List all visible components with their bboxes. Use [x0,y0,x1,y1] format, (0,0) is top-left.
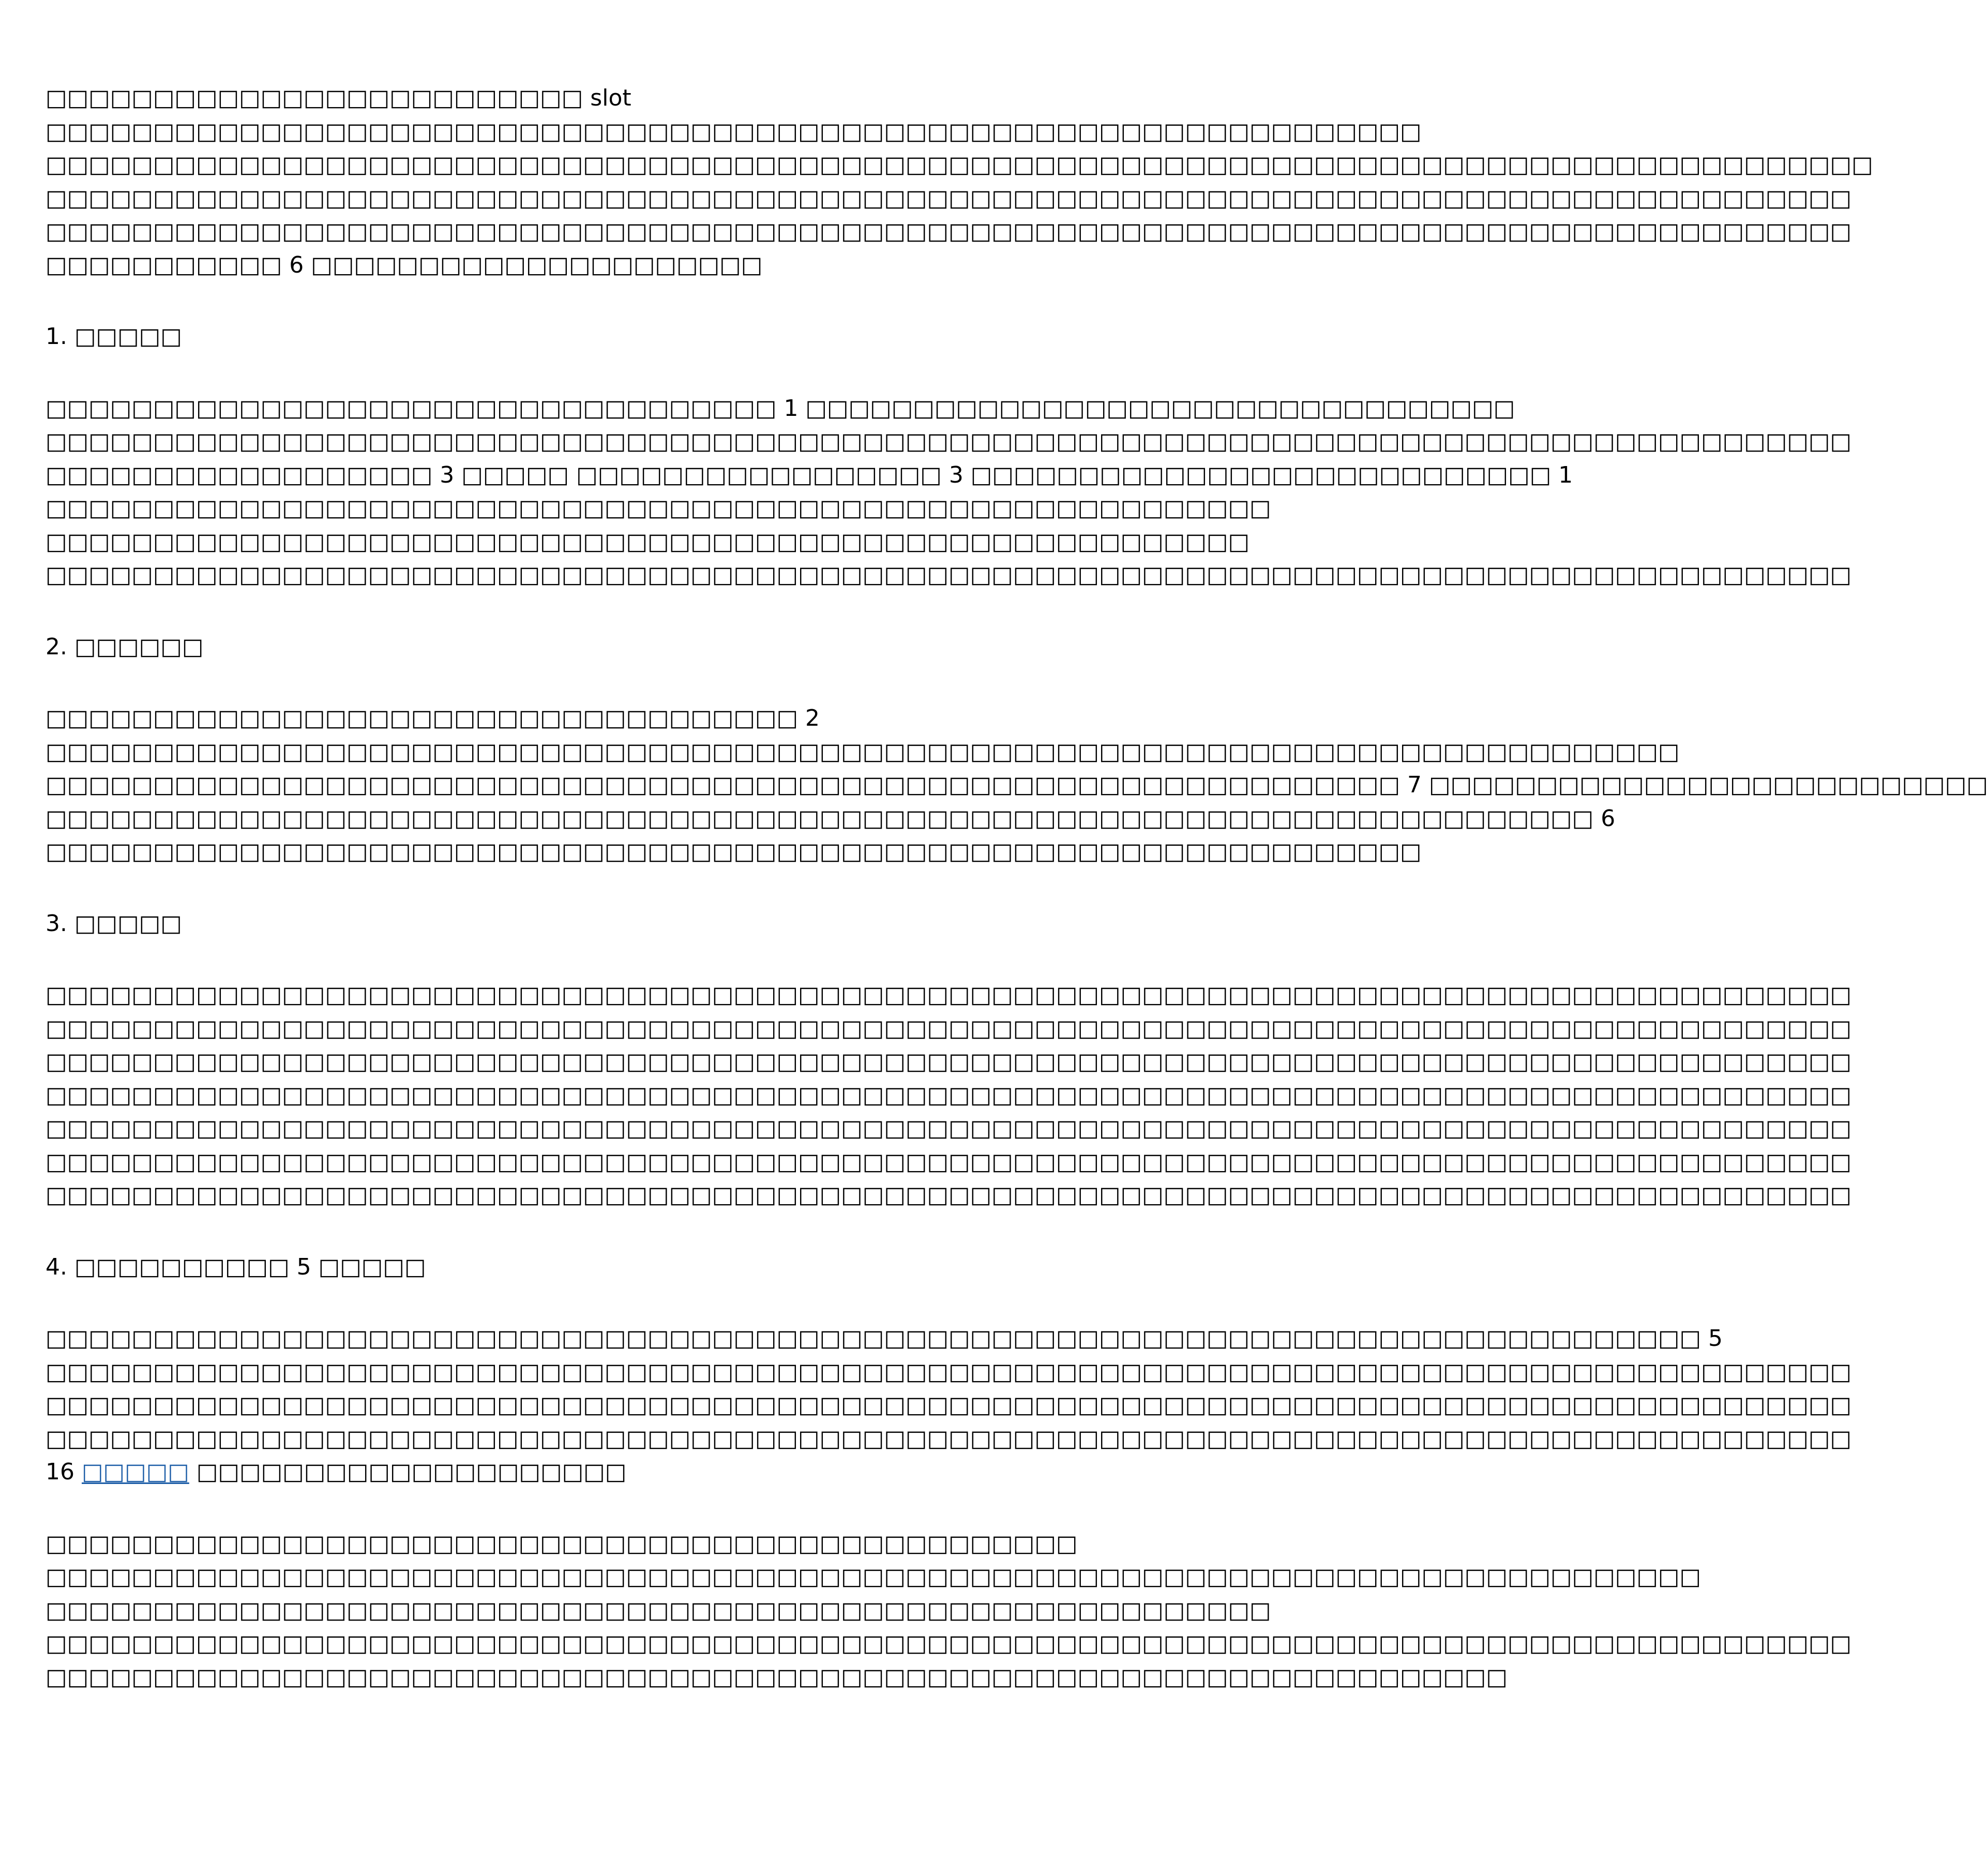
intro-line: □□□□□□□□□□□□□□□□□□□□□□□□□□□□□□□□□□□□□□□□□□□□□□□□□□□□□□□□□□□□□□□□□□□□□□□□□□□□□□□□□□□□ [46,185,1852,212]
intro-line: □□□□□□□□□□□□□□□□□□□□□□□□□ slot [46,85,631,111]
line-suffix: □□□□□□□□□□□□□□□□□□□□ [189,1459,627,1485]
paragraph-gap [46,1284,1289,1322]
body-line: □□□□□□□□□□□□□□□□□□ 3 □□□□□ □□□□□□□□□□□□□□□□□ 3 □□□□□□□□□□□□□□□□□□□□□□□□□□□ 1 [46,461,1573,488]
body-line: □□□□□□□□□□□□□□□□□□□□□□□□□□□□□□□□□□□□□□□□□□□□□□□□□□□□□□□□□□□□□□□□□□□□□□□□□□□□□□□□□□□□ [46,1358,1852,1385]
paragraph-gap [46,664,1289,702]
body-line: □□□□□□□□□□□□□□□□□□□□□□□□□□□□□□□□□□□□□□□□□□□□□□□□□□□□□□□□□□□□□□□□□□□□□□□□□□□□□□□□□□□□ [46,1182,1852,1208]
body-line: □□□□□□□□□□□□□□□□□□□□□□□□□□□□□□□□□□□ 2 [46,705,820,731]
body-line: □□□□□□□□□□□□□□□□□□□□□□□□□□□□□□□□□□□□□□□□□□□□□□□□□□□□□□□□□□□□□□□□□□□□□□□□□□□□□ 5 [46,1325,1723,1352]
body-line: □□□□□□□□□□□□□□□□□□□□□□□□□□□□□□□□□□□□□□□□□□□□□□□□ [46,1530,1078,1557]
paragraph-gap [46,592,1289,631]
section-1-paragraph [46,392,1852,592]
section-heading-3: 3. □□□□□ [46,910,182,937]
body-line: □□□□□□□□□□□□□□□□□□□□□□□□□□□□□□□□□□□□□□□□□□□□□□□□□□□□□□□□□□□□□□□ 7 □□□□□□□□□□□□□□□□□□□□□□□□□□ [46,772,1988,798]
intro-line: □□□□□□□□□□□ 6 □□□□□□□□□□□□□□□□□□□□□ [46,251,763,278]
paragraph-gap [46,354,1289,392]
closing-paragraph [46,1527,1852,1695]
paragraph-gap [46,1489,1289,1527]
body-line: □□□□□□□□□□□□□□□□□□□□□□□□□□□□□□□□□□□□□□□□□□□□□□□□□□□□□□□□□□□□□□□□□□□□□□□□□□□□ [46,738,1680,765]
body-line: □□□□□□□□□□□□□□□□□□□□□□□□□□□□□□□□□□□□□□□□□□□□□□□□□□□□□□□□□□□□□□□□□□□□□□□□□□□□□□□□□□□□ [46,1082,1852,1108]
body-line: □□□□□□□□□□□□□□□□□□□□□□□□□□□□□□□□□□□□□□□□□□□□□□□□□□□□□□□□□□□□□□□□□□□□□□□□ 6 [46,805,1616,832]
body-line: □□□□□□□□□□□□□□□□□□□□□□□□□□□□□□□□□□□□□□□□□□□□□□□□□□□□□□□□□□□□□□□□ [46,838,1422,865]
body-line: □□□□□□□□□□□□□□□□□□□□□□□□□□□□□□□□□□□□□□□□□□□□□□□□□□□□□□□□□□□□□□□□□□□□□□□□□□□□□□□□□□□□ [46,562,1852,588]
intro-line: □□□□□□□□□□□□□□□□□□□□□□□□□□□□□□□□□□□□□□□□□□□□□□□□□□□□□□□□□□□□□□□□□□□□□□□□□□□□□□□□□□□□ [46,218,1852,245]
document-page [46,82,1988,1694]
body-line: □□□□□□□□□□□□□□□□□□□□□□□□□□□□□□□□□□□□□□□□□□□□□□□□□□□□□□□□□□□□□□□□□□□□□□□□□□□□□□□□□□□□ [46,982,1852,1008]
body-line: □□□□□□□□□□□□□□□□□□□□□□□□□□□□□□□□□□□□□□□□□□□□□□□□□□□□□□□□□□□□□□□□□□□□□□□□□□□□□□□□□□□□ [46,1115,1852,1142]
section-2-paragraph [46,702,1988,869]
body-line: □□□□□□□□□□□□□□□□□□□□□□□□□□□□□□□□□□□□□□□□□□□□□□□□□□□□□□□□□□□□□□□□□□□□□□□□□□□□□□□□□□□□ [46,1630,1852,1657]
section-4-paragraph [46,1322,1852,1489]
body-line: □□□□□□□□□□□□□□□□□□□□□□□□□□□□□□□□□□□□□□□□□□□□□□□□□□□□□□□□□ [46,495,1271,521]
intro-line: □□□□□□□□□□□□□□□□□□□□□□□□□□□□□□□□□□□□□□□□□□□□□□□□□□□□□□□□□□□□□□□□□□□□□□□□□□□□□□□□□□□□□ [46,152,1873,178]
section-heading-1: 1. □□□□□ [46,323,182,350]
section-heading-4: 4. □□□□□□□□□□ 5 □□□□□ [46,1253,426,1280]
line-prefix: 16 [46,1459,82,1485]
paragraph-gap [46,282,1289,320]
body-line: □□□□□□□□□□□□□□□□□□□□□□□□□□□□□□□□□□□□□□□□□□□□□□□□□□□□□□□□□□□□□□□□□□□□□□□□□□□□□ [46,1564,1701,1590]
body-line: □□□□□□□□□□□□□□□□□□□□□□□□□□□□□□□□□□□□□□□□□□□□□□□□□□□□□□□□□ [46,1597,1271,1624]
body-line: □□□□□□□□□□□□□□□□□□□□□□□□□□□□□□□□□□□□□□□□□□□□□□□□□□□□□□□□□□□□□□□□□□□□ [46,1663,1508,1690]
body-line: □□□□□□□□□□□□□□□□□□□□□□□□□□□□□□□□□□□□□□□□□□□□□□□□□□□□□□□□□□□□□□□□□□□□□□□□□□□□□□□□□□□□ [46,1425,1852,1452]
paragraph-gap [46,940,1289,979]
body-line: □□□□□□□□□□□□□□□□□□□□□□□□□□□□□□□□□□□□□□□□□□□□□□□□□□□□□□□□ [46,528,1250,555]
body-line: □□□□□□□□□□□□□□□□□□□□□□□□□□□□□□□□□□ 1 □□□□□□□□□□□□□□□□□□□□□□□□□□□□□□□□□ [46,395,1515,422]
paragraph-gap [46,1212,1289,1251]
inline-link[interactable]: □□□□□ [81,1459,189,1485]
section-heading-2: 2. □□□□□□ [46,633,204,660]
paragraph-gap [46,869,1289,907]
intro-line: □□□□□□□□□□□□□□□□□□□□□□□□□□□□□□□□□□□□□□□□□□□□□□□□□□□□□□□□□□□□□□□□ [46,118,1422,145]
body-line: □□□□□□□□□□□□□□□□□□□□□□□□□□□□□□□□□□□□□□□□□□□□□□□□□□□□□□□□□□□□□□□□□□□□□□□□□□□□□□□□□□□□ [46,1392,1852,1418]
body-line: □□□□□□□□□□□□□□□□□□□□□□□□□□□□□□□□□□□□□□□□□□□□□□□□□□□□□□□□□□□□□□□□□□□□□□□□□□□□□□□□□□□□ [46,1048,1852,1075]
body-line: □□□□□□□□□□□□□□□□□□□□□□□□□□□□□□□□□□□□□□□□□□□□□□□□□□□□□□□□□□□□□□□□□□□□□□□□□□□□□□□□□□□□ [46,428,1852,455]
body-line: □□□□□□□□□□□□□□□□□□□□□□□□□□□□□□□□□□□□□□□□□□□□□□□□□□□□□□□□□□□□□□□□□□□□□□□□□□□□□□□□□□□□ [46,1148,1852,1175]
section-3-paragraph [46,979,1852,1212]
intro-paragraph [46,82,1873,282]
body-line: □□□□□□□□□□□□□□□□□□□□□□□□□□□□□□□□□□□□□□□□□□□□□□□□□□□□□□□□□□□□□□□□□□□□□□□□□□□□□□□□□□□□ [46,1015,1852,1042]
body-line-with-link [46,1456,1289,1489]
